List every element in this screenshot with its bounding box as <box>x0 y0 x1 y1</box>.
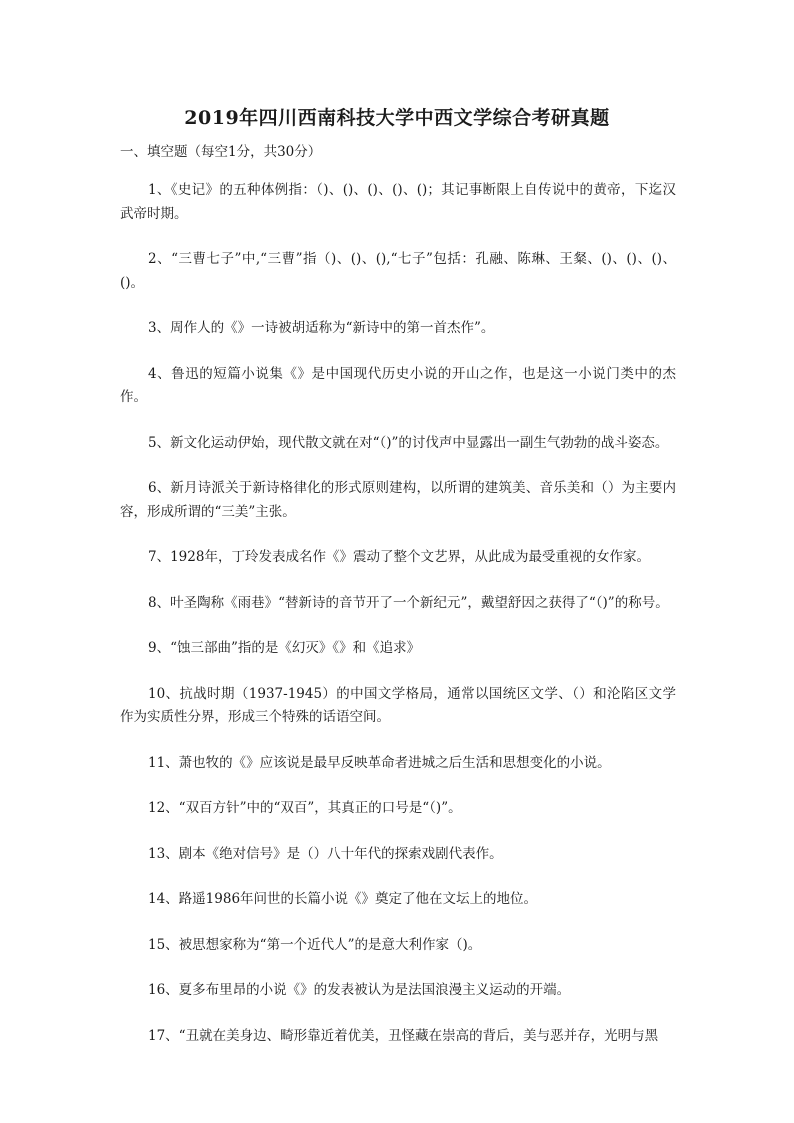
question-list <box>120 179 676 1070</box>
question-item: 2、“三曹七子”中,“三曹”指（)、()、(),“七子”包括：孔融、陈琳、王粲、()、()、()、()。 <box>120 251 676 291</box>
question-item: 13、剧本《绝对信号》是（）八十年代的探索戏剧代表作。 <box>148 845 503 862</box>
question-item: 10、抗战时期（1937-1945）的中国文学格局，通常以国统区文学、（）和沦陷区文学作为实质性分界，形成三个特殊的话语空间。 <box>120 685 676 725</box>
question-item: 15、被思想家称为“第一个近代人”的是意大利作家（)。 <box>148 936 482 953</box>
section-heading: 一、填空题（每空1分，共30分） <box>120 144 322 160</box>
question-item: 7、1928年，丁玲发表成名作《》震动了整个文艺界，从此成为最受重视的女作家。 <box>148 549 650 565</box>
question-item: 17、“丑就在美身边、畸形靠近着优美，丑怪藏在崇高的背后，美与恶并存，光明与黑 <box>148 1027 659 1044</box>
question-item: 16、夏多布里昂的小说《》的发表被认为是法国浪漫主义运动的开端。 <box>148 982 571 998</box>
question-item: 4、鲁迅的短篇小说集《》是中国现代历史小说的开山之作，也是这一小说门类中的杰作。 <box>120 365 676 405</box>
question-item: 12、“双百方针”中的“双百”，其真正的口号是“（)”。 <box>148 800 462 816</box>
question-item: 14、路遥1986年问世的长篇小说《》奠定了他在文坛上的地位。 <box>148 891 538 907</box>
question-item: 8、叶圣陶称《雨巷》“替新诗的音节开了一个新纪元”，戴望舒因之获得了“（)”的称号。 <box>148 594 669 611</box>
question-item: 9、“蚀三部曲”指的是《幻灭》《》和《追求》 <box>148 640 421 656</box>
document-title: 2019年四川西南科技大学中西文学综合考研真题 <box>184 107 610 129</box>
question-item: 3、周作人的《》一诗被胡适称为“新诗中的第一首杰作”。 <box>148 320 495 336</box>
question-item: 6、新月诗派关于新诗格律化的形式原则建构，以所谓的建筑美、音乐美和（）为主要内容，形成所谓的“三美”主张。 <box>120 480 676 520</box>
question-item: 5、新文化运动伊始，现代散文就在对“（)”的讨伐声中显露出一副生气勃勃的战斗姿态。 <box>148 434 669 451</box>
question-item: 1、《史记》的五种体例指：（)、()、()、()、()；其记事断限上自传说中的黄帝，下迄汉武帝时期。 <box>120 182 676 222</box>
question-item: 11、萧也牧的《》应该说是最早反映革命者进城之后生活和思想变化的小说。 <box>148 754 611 771</box>
